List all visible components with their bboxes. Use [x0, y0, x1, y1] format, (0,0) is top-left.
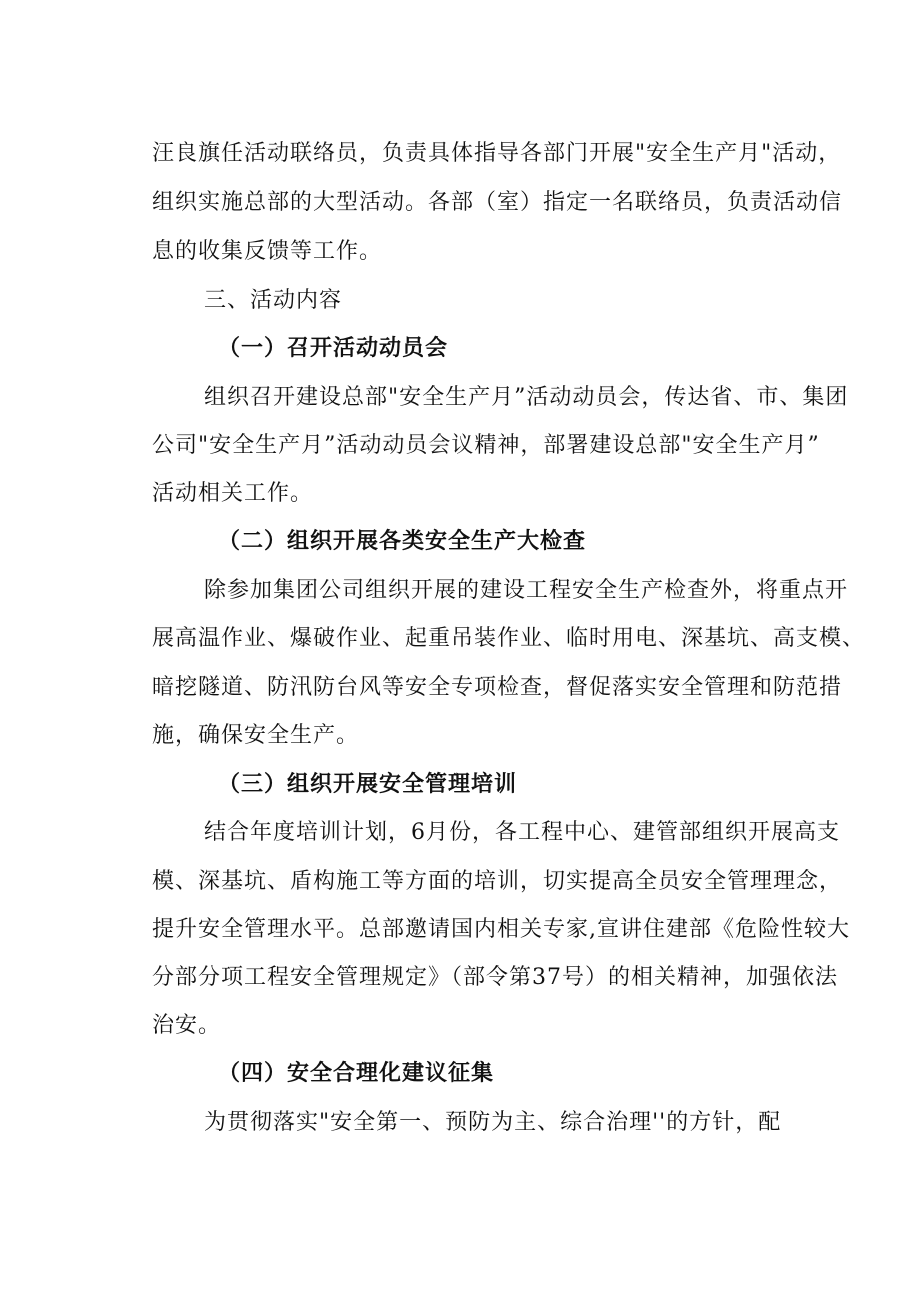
- paragraph-line: 组织召开建设总部"安全生产月”活动动员会，传达省、市、集团: [204, 385, 849, 410]
- paragraph-line: 分部分项工程安全管理规定》（部令第37号）的相关精神，加强依法: [152, 965, 838, 990]
- paragraph-line: 息的收集反馈等工作。: [152, 239, 383, 264]
- subsection-heading: （二）组织开展各类安全生产大检查: [218, 529, 587, 554]
- paragraph-line: 活动相关工作。: [152, 481, 314, 506]
- subsection-heading: （三）组织开展安全管理培训: [218, 772, 518, 797]
- paragraph-line: 治安。: [152, 1013, 222, 1038]
- paragraph-line: 组织实施总部的大型活动。各部（室）指定一名联络员，负责活动信: [152, 190, 843, 215]
- subsection-heading: （四）安全合理化建议征集: [218, 1061, 495, 1086]
- paragraph-line: 暗挖隧道、防汛防台风等安全专项检查，督促落实安全管理和防范措: [152, 675, 843, 700]
- paragraph-line: 施，确保安全生产。: [152, 723, 360, 748]
- subsection-heading: （一）召开活动动员会: [218, 336, 449, 361]
- paragraph-line: 结合年度培训计划，6月份，各工程中心、建管部组织开展高支: [204, 820, 840, 845]
- paragraph-line: 为贯彻落实"安全第一、预防为主、综合治理''的方针，配: [204, 1110, 782, 1135]
- paragraph-line: 展高温作业、爆破作业、起重吊装作业、临时用电、深基坑、高支模、: [152, 626, 866, 651]
- paragraph-line: 除参加集团公司组织开展的建设工程安全生产检查外，将重点开: [204, 578, 849, 603]
- paragraph-line: 公司"安全生产月”活动动员会议精神，部署建设总部"安全生产月”: [152, 433, 820, 458]
- paragraph-line: 模、深基坑、盾构施工等方面的培训，切实提高全员安全管理理念，: [152, 869, 843, 894]
- paragraph-line: 提升安全管理水平。总部邀请国内相关专家,宣讲住建部《危险性较大: [152, 917, 850, 942]
- paragraph-line: 汪良旗任活动联络员，负责具体指导各部门开展"安全生产月"活动，: [152, 141, 842, 166]
- section-heading: 三、活动内容: [204, 288, 343, 313]
